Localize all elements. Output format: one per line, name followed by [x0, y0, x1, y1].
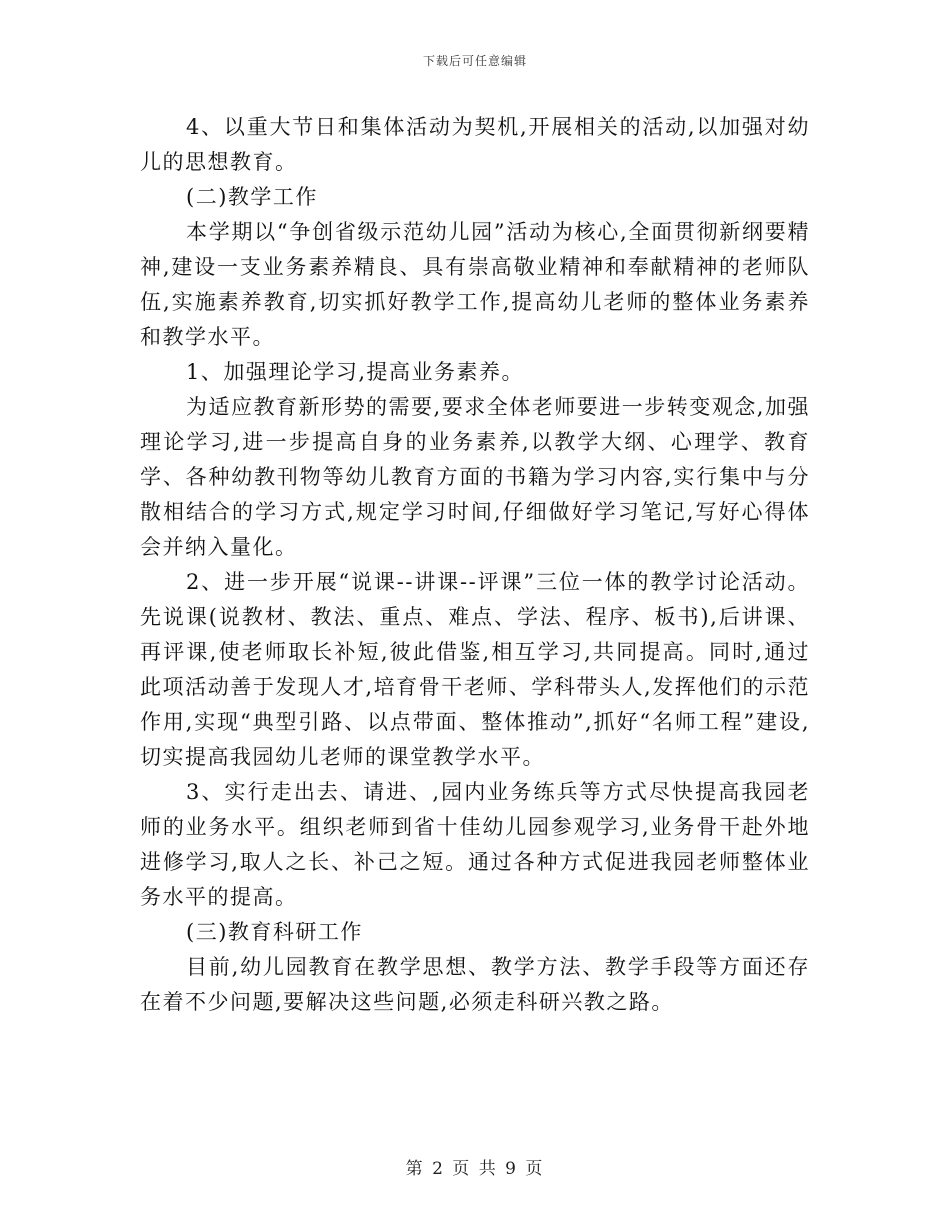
header-note: 下载后可任意编辑: [422, 54, 527, 68]
section-heading-research: (三)教育科研工作: [186, 920, 363, 944]
paragraph-theory-study: 为适应教育新形势的需要,要求全体老师要进一步转变观念,加强理论学习,进一步提高自身的业务素养,以教学大纲、心理学、教育学、各种幼教刊物等幼儿教育方面的书籍为学习内容,实行集中与分散相结合的学习方式,规定学习时间,仔细做好学习笔记,写好心得体会并纳入量化。: [140, 395, 810, 559]
paragraph-teaching-overview: 本学期以“争创省级示范幼儿园”活动为核心,全面贯彻新纲要精神,建设一支业务素养精良、具有崇高敬业精神和奉献精神的老师队伍,实施素养教育,切实抓好教学工作,提高幼儿老师的整体业务素养和教学水平。: [140, 220, 810, 349]
paragraph-festival-activities: 4、以重大节日和集体活动为契机,开展相关的活动,以加强对幼儿的思想教育。: [140, 115, 810, 174]
page-number: 第 2 页 共 9 页: [405, 1159, 545, 1179]
document-body: [140, 110, 810, 1020]
section-heading-teaching: (二)教学工作: [186, 185, 318, 209]
paragraph-training: 3、实行走出去、请进、,园内业务练兵等方式尽快提高我园老师的业务水平。组织老师到省十佳幼儿园参观学习,业务骨干赴外地进修学习,取人之长、补己之短。通过各种方式促进我园老师整体业务水平的提高。: [140, 780, 810, 909]
paragraph-research: 目前,幼儿园教育在教学思想、教学方法、教学手段等方面还存在着不少问题,要解决这些问题,必须走科研兴教之路。: [140, 955, 810, 1014]
paragraph-lesson-discussion: 2、进一步开展“说课--讲课--评课”三位一体的教学讨论活动。先说课(说教材、教法、重点、难点、学法、程序、板书),后讲课、再评课,使老师取长补短,彼此借鉴,相互学习,共同提高。同时,通过此项活动善于发现人才,培育骨干老师、学科带头人,发挥他们的示范作用,实现“典型引路、以点带面、整体推动”,抓好“名师工程”建设,切实提高我园幼儿老师的课堂教学水平。: [140, 570, 810, 769]
subheading-theory-study: 1、加强理论学习,提高业务素养。: [186, 360, 525, 384]
